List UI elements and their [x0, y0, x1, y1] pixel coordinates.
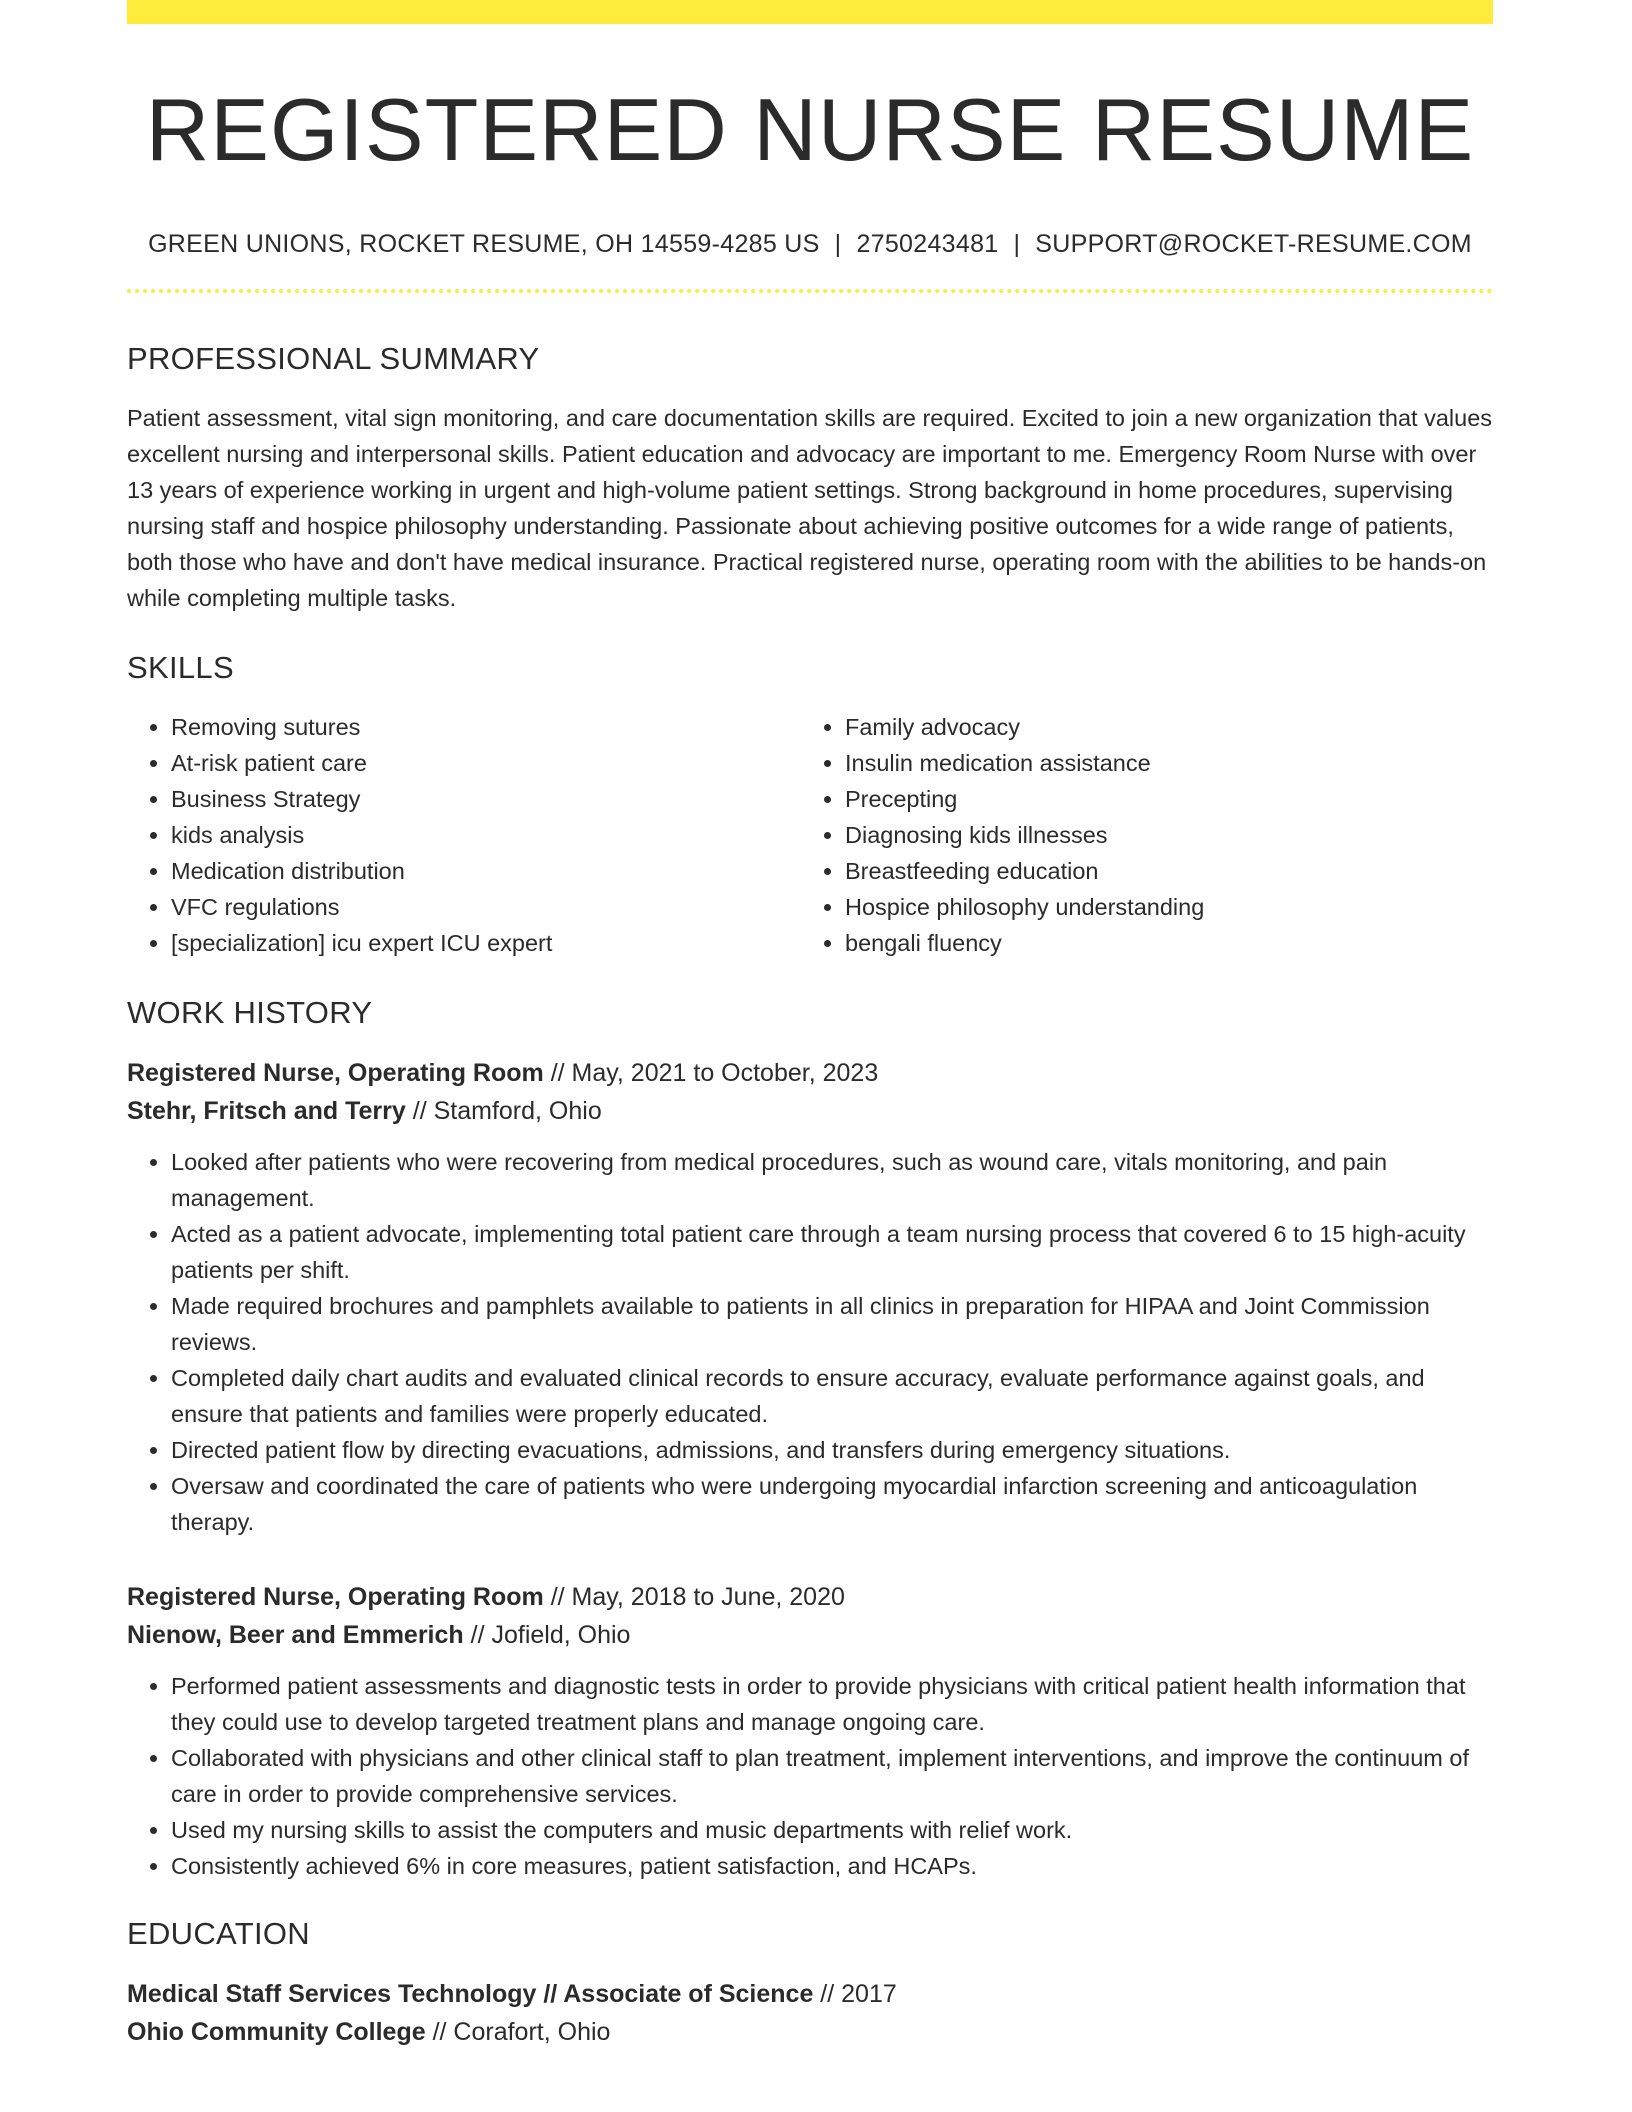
- skill-item: • Removing sutures: [171, 709, 801, 745]
- job-location: Jofield, Ohio: [491, 1621, 631, 1649]
- job-bullet: • Consistently achieved 6% in core measures, patient satisfaction, and HCAPs.: [171, 1848, 1493, 1884]
- contact-email: SUPPORT@ROCKET-RESUME.COM: [1035, 230, 1472, 258]
- skill-item: • Diagnosing kids illnesses: [845, 817, 1475, 853]
- skill-item: • Medication distribution: [171, 853, 801, 889]
- job-bullet: • Acted as a patient advocate, implementing total patient care through a team nursing process that covered 6 to 15 high-acuity patients per shift.: [171, 1216, 1493, 1288]
- job-entry: [127, 1054, 1493, 1540]
- job-separator: //: [543, 1583, 572, 1611]
- skill-item: • VFC regulations: [171, 889, 801, 925]
- job-bullet: • Performed patient assessments and diagnostic tests in order to provide physicians with critical patient health information that they could use to develop targeted treatment plans and manage ongoing care.: [171, 1668, 1493, 1740]
- summary-text: Patient assessment, vital sign monitoring, and care documentation skills are required. Excited to join a new organization that values excellent nursing and interpersonal skills. Patient education and advocacy are important to me. Emergency Room Nurse with over 13 years of experience working in urgent and high-volume patient settings. Strong background in home procedures, supervising nursing staff and hospice philosophy understanding. Passionate about achieving positive outcomes for a wide range of patients, both those who have and don't have medical insurance. Practical registered nurse, operating room with the abilities to be hands-on while completing multiple tasks.: [127, 405, 1493, 611]
- contact-address: GREEN UNIONS, ROCKET RESUME, OH 14559-4285 US: [148, 230, 820, 258]
- contact-separator: |: [834, 230, 842, 258]
- work-history-heading: WORK HISTORY: [127, 995, 373, 1030]
- contact-phone: 2750243481: [856, 230, 999, 258]
- job-bullet: • Used my nursing skills to assist the computers and music departments with relief work.: [171, 1812, 1493, 1848]
- contact-separator: |: [1013, 230, 1021, 258]
- skill-item: • bengali fluency: [845, 925, 1475, 961]
- summary-heading: PROFESSIONAL SUMMARY: [127, 341, 540, 376]
- job-entry: [127, 1578, 1493, 1884]
- skill-item: • [specialization] icu expert ICU expert: [171, 925, 801, 961]
- job-company: Nienow, Beer and Emmerich: [127, 1621, 464, 1649]
- job-bullet: • Oversaw and coordinated the care of patients who were undergoing myocardial infarction screening and anticoagulation therapy.: [171, 1468, 1493, 1540]
- job-role-line: [127, 1054, 1493, 1092]
- dotted-divider: [127, 289, 1493, 293]
- job-role: Registered Nurse, Operating Room: [127, 1059, 544, 1087]
- skill-item: • Family advocacy: [845, 709, 1475, 745]
- contact-line: [127, 230, 1493, 259]
- job-company: Stehr, Fritsch and Terry: [127, 1097, 406, 1125]
- education-separator: //: [813, 1980, 842, 2008]
- top-accent-bar: [127, 0, 1493, 24]
- skills-heading: SKILLS: [127, 650, 234, 685]
- job-role: Registered Nurse, Operating Room: [127, 1583, 544, 1611]
- job-separator: //: [405, 1097, 434, 1125]
- skill-item: • kids analysis: [171, 817, 801, 853]
- resume-page: [127, 0, 1493, 2051]
- job-dates: May, 2018 to June, 2020: [571, 1583, 845, 1611]
- job-role-line: [127, 1578, 1493, 1616]
- skills-column-right: [801, 709, 1475, 961]
- education-school-line: [127, 2013, 1493, 2051]
- job-location: Stamford, Ohio: [433, 1097, 602, 1125]
- skills-list: [127, 709, 1493, 961]
- job-separator: //: [543, 1059, 572, 1087]
- job-bullets: [127, 1144, 1493, 1540]
- job-bullet: • Made required brochures and pamphlets available to patients in all clinics in preparation for HIPAA and Joint Commission reviews.: [171, 1288, 1493, 1360]
- skill-item: • Insulin medication assistance: [845, 745, 1475, 781]
- skills-column-left: [127, 709, 801, 961]
- skill-item: • At-risk patient care: [171, 745, 801, 781]
- education-entry: [127, 1975, 1493, 2051]
- job-bullets: [127, 1668, 1493, 1884]
- education-heading: EDUCATION: [127, 1916, 310, 1951]
- skill-item: • Precepting: [845, 781, 1475, 817]
- job-bullet: • Collaborated with physicians and other clinical staff to plan treatment, implement interventions, and improve the continuum of care in order to provide comprehensive services.: [171, 1740, 1493, 1812]
- education-separator: //: [425, 2018, 454, 2046]
- education-degree-line: [127, 1975, 1493, 2013]
- education-degree: Medical Staff Services Technology // Associate of Science: [127, 1980, 814, 2008]
- resume-title: REGISTERED NURSE RESUME: [145, 80, 1475, 179]
- skill-item: • Business Strategy: [171, 781, 801, 817]
- skill-item: • Breastfeeding education: [845, 853, 1475, 889]
- job-company-line: [127, 1092, 1493, 1130]
- education-year: 2017: [841, 1980, 897, 2008]
- job-company-line: [127, 1616, 1493, 1654]
- education-school: Ohio Community College: [127, 2018, 426, 2046]
- job-bullet: • Completed daily chart audits and evaluated clinical records to ensure accuracy, evaluate performance against goals, and ensure that patients and families were properly educated.: [171, 1360, 1493, 1432]
- job-bullet: • Directed patient flow by directing evacuations, admissions, and transfers during emergency situations.: [171, 1432, 1493, 1468]
- skill-item: • Hospice philosophy understanding: [845, 889, 1475, 925]
- job-separator: //: [463, 1621, 492, 1649]
- job-dates: May, 2021 to October, 2023: [571, 1059, 879, 1087]
- education-location: Corafort, Ohio: [453, 2018, 611, 2046]
- job-bullet: • Looked after patients who were recovering from medical procedures, such as wound care, vitals monitoring, and pain management.: [171, 1144, 1493, 1216]
